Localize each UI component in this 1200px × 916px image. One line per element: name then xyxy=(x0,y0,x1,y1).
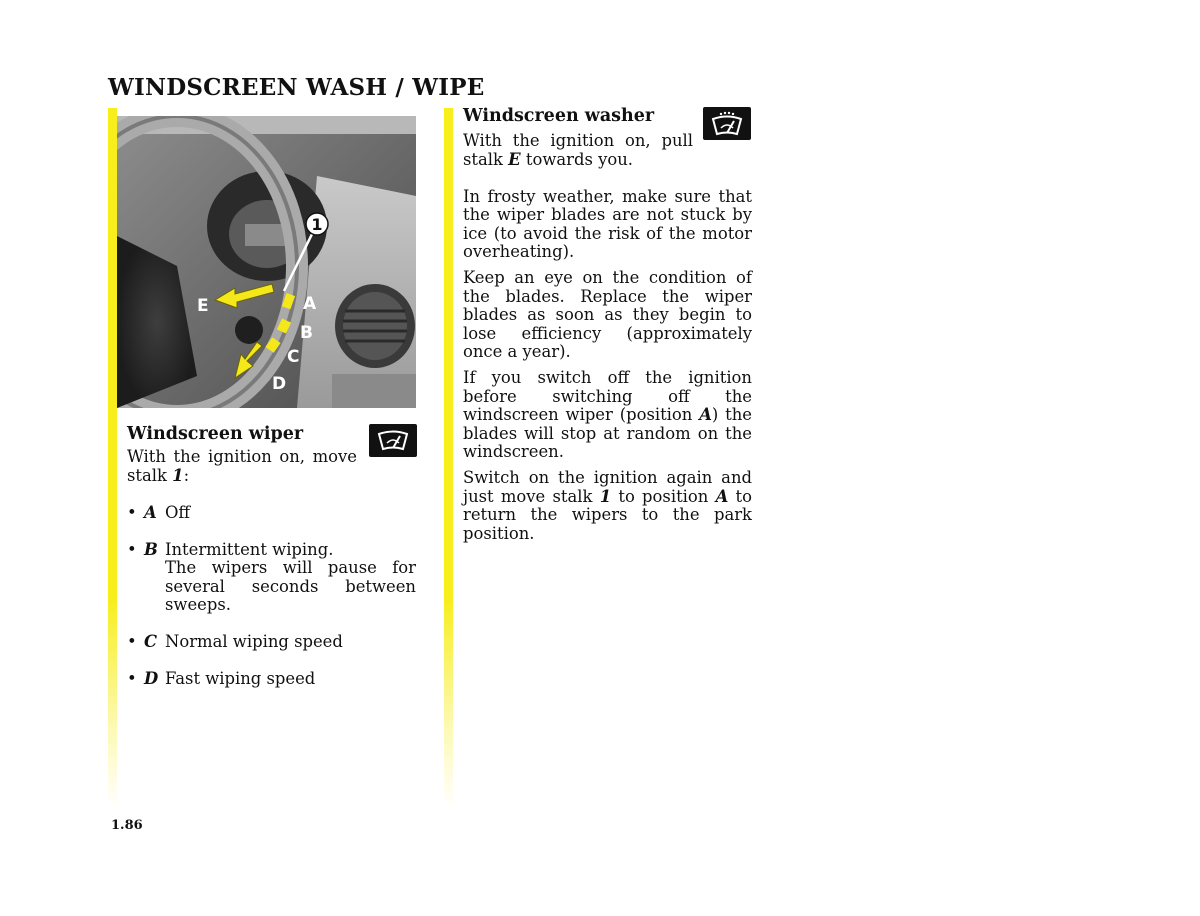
stalk-key: E xyxy=(508,149,521,169)
mode-label: Normal wiping speed xyxy=(165,632,343,651)
bullet: • xyxy=(127,632,137,651)
washer-intro xyxy=(463,132,693,169)
page-title: WINDSCREEN WASH / WIPE xyxy=(108,74,485,101)
wiper-intro-text: With the ignition on, move stalk xyxy=(127,447,357,485)
page-number: 1.86 xyxy=(111,818,143,833)
bullet: • xyxy=(127,669,137,688)
label-1: 1 xyxy=(311,215,323,234)
stalk-key: 1 xyxy=(599,486,612,506)
mode-item-a xyxy=(127,504,416,523)
ignition-paragraph xyxy=(463,369,752,462)
wiper-heading: Windscreen wiper xyxy=(127,424,304,444)
windscreen-washer-icon xyxy=(703,107,751,140)
park-text: Switch on the ignition again and just move stalk xyxy=(463,468,752,506)
mode-key: C xyxy=(144,632,158,651)
mode-key: B xyxy=(144,539,158,559)
mode-item-b xyxy=(127,541,416,615)
position-key: A xyxy=(699,405,712,424)
ignition-text-end: ) the blades will stop at random on the windscreen. xyxy=(463,405,753,461)
mode-key: D xyxy=(144,669,159,688)
washer-heading: Windscreen washer xyxy=(463,106,655,126)
park-paragraph xyxy=(463,469,752,543)
accent-bar-left xyxy=(108,108,117,808)
blades-paragraph: Keep an eye on the condition of the blades. Replace the wiper blades as soon as they begin to lose efficiency (approximately once a year). xyxy=(463,268,752,361)
washer-intro-text: With the ignition on, pull stalk xyxy=(463,131,693,169)
wiper-intro-end: : xyxy=(183,465,190,485)
mode-item-d xyxy=(127,670,416,689)
washer-intro-end: towards you. xyxy=(520,149,633,169)
label-D: D xyxy=(272,374,287,394)
park-text-end: to return the wipers to the park position. xyxy=(463,486,752,543)
mode-label: Fast wiping speed xyxy=(165,669,316,688)
washer-section xyxy=(463,106,752,543)
label-E: E xyxy=(197,296,209,316)
bullet: • xyxy=(127,539,137,559)
wiper-modes-list xyxy=(127,504,416,689)
wiper-section xyxy=(127,424,416,689)
position-key: A xyxy=(715,486,729,506)
label-A: A xyxy=(303,294,317,314)
accent-bar-right xyxy=(444,108,453,808)
ignition-text: If you switch off the ignition before switching off the windscreen wiper (position xyxy=(463,368,752,424)
wiper-intro xyxy=(127,448,357,485)
stalk-key: 1 xyxy=(172,465,184,485)
mode-key: A xyxy=(144,502,157,522)
mode-label: Intermittent wiping. xyxy=(165,539,334,559)
frost-paragraph: In frosty weather, make sure that the wiper blades are not stuck by ice (to avoid the risk of the motor overheating). xyxy=(463,186,752,261)
mode-detail: The wipers will pause for several seconds between sweeps. xyxy=(165,558,416,614)
windscreen-wiper-icon xyxy=(369,424,417,457)
bullet: • xyxy=(127,502,137,522)
mode-item-c xyxy=(127,633,416,652)
mode-label: Off xyxy=(165,502,191,522)
label-C: C xyxy=(287,347,300,367)
park-text-mid: to position xyxy=(611,486,716,506)
label-B: B xyxy=(300,323,313,343)
steering-stalk-photo xyxy=(117,116,416,408)
